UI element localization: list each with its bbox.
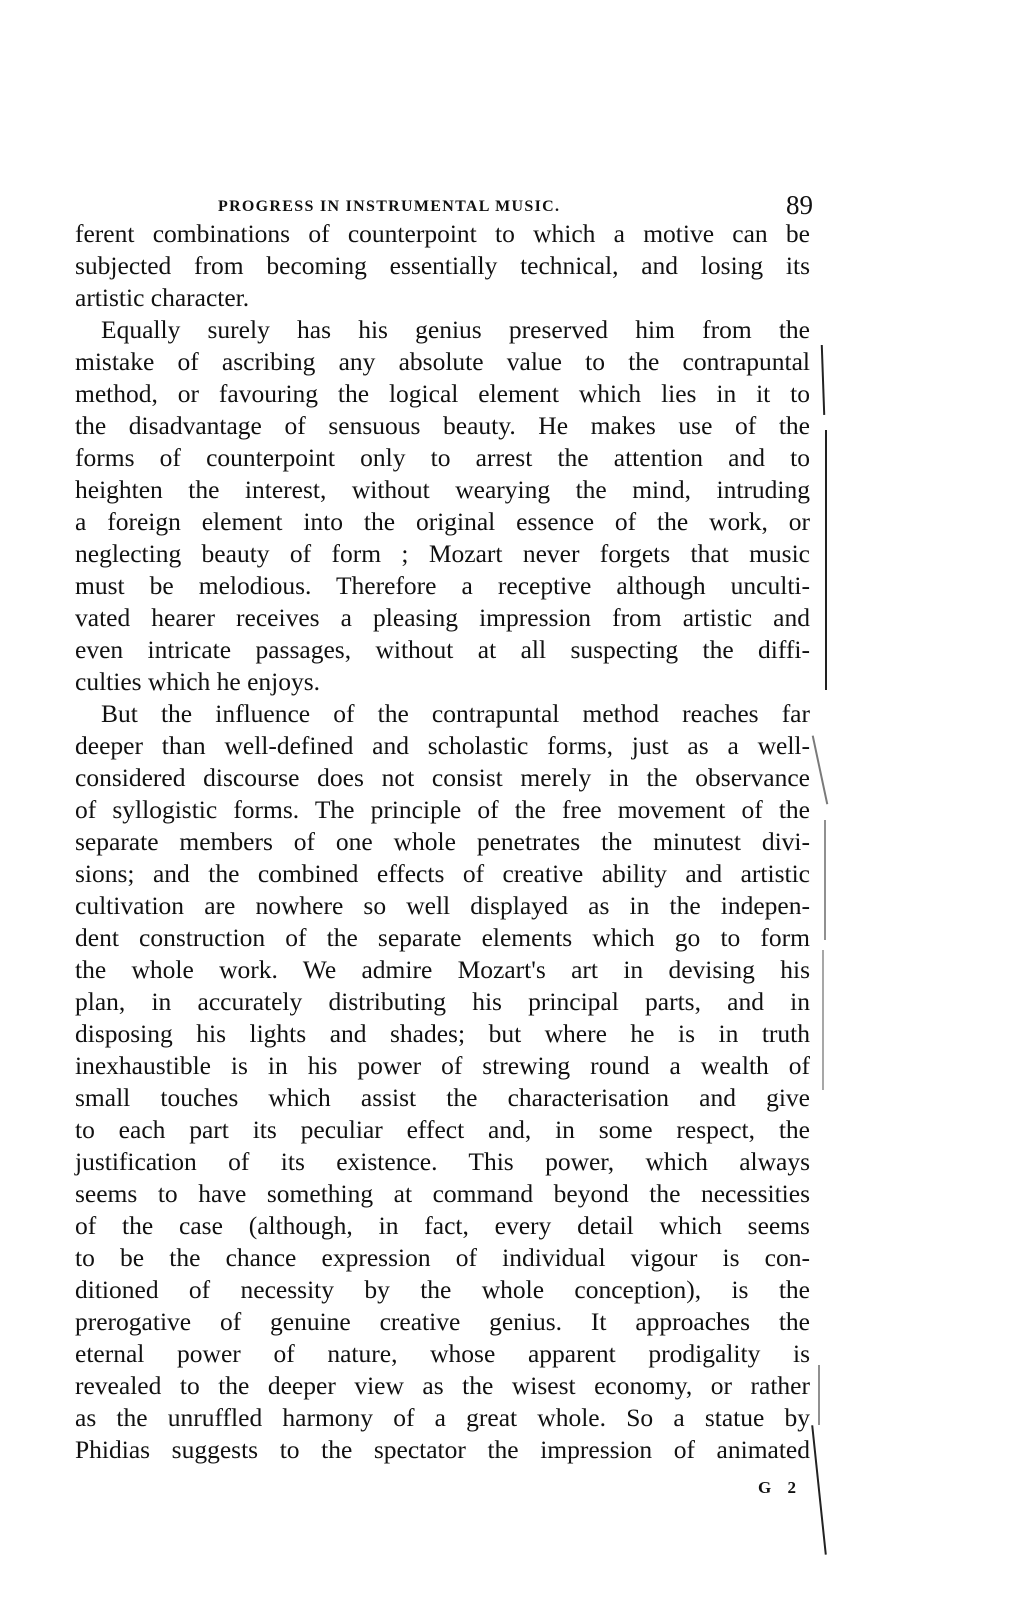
text-line: prerogative of genuine creative genius. It approaches the xyxy=(75,1307,810,1336)
text-line: ferent combinations of counterpoint to which a motive can be xyxy=(75,219,810,248)
text-line: mistake of ascribing any absolute value to the contrapuntal xyxy=(75,347,810,376)
text-line: heighten the interest, without wearying the mind, intruding xyxy=(75,475,810,504)
text-line: method, or favouring the logical element which lies in it to xyxy=(75,379,810,408)
scan-margin-line xyxy=(812,736,828,805)
text-line: the whole work. We admire Mozart's art in devising his xyxy=(75,955,810,984)
text-line: deeper than well-defined and scholastic forms, just as a well- xyxy=(75,731,810,760)
text-line: even intricate passages, without at all suspecting the diffi- xyxy=(75,635,810,664)
text-line: considered discourse does not consist merely in the observance xyxy=(75,763,810,792)
scan-margin-line xyxy=(822,950,824,1090)
text-line: dent construction of the separate elements which go to form xyxy=(75,923,810,952)
text-line: justification of its existence. This power, which always xyxy=(75,1147,810,1176)
page-number: 89 xyxy=(786,190,813,220)
text-line: small touches which assist the characterisation and give xyxy=(75,1083,810,1112)
body-text xyxy=(75,218,810,1466)
text-line: cultivation are nowhere so well displayed as in the indepen- xyxy=(75,891,810,920)
text-line: a foreign element into the original essence of the work, or xyxy=(75,507,810,536)
text-line: subjected from becoming essentially technical, and losing its xyxy=(75,251,810,280)
text-line: seems to have something at command beyond the necessities xyxy=(75,1179,810,1208)
scan-margin-line xyxy=(821,345,825,415)
running-title: PROGRESS IN INSTRUMENTAL MUSIC. xyxy=(218,198,561,215)
text-line: to each part its peculiar effect and, in some respect, the xyxy=(75,1115,810,1144)
text-line: to be the chance expression of individual vigour is con- xyxy=(75,1243,810,1272)
text-line: Equally surely has his genius preserved him from the xyxy=(101,315,810,344)
text-line: artistic character. xyxy=(75,283,250,312)
text-line: plan, in accurately distributing his principal parts, and in xyxy=(75,987,810,1016)
text-line: ditioned of necessity by the whole conception), is the xyxy=(75,1275,810,1304)
text-line: revealed to the deeper view as the wisest economy, or rather xyxy=(75,1371,810,1400)
text-line: But the influence of the contrapuntal method reaches far xyxy=(101,699,810,728)
scan-margin-line xyxy=(825,430,827,690)
text-line: inexhaustible is in his power of strewing round a wealth of xyxy=(75,1051,810,1080)
text-line: as the unruffled harmony of a great whole. So a statue by xyxy=(75,1403,810,1432)
scan-margin-line xyxy=(811,1425,826,1554)
text-line: of syllogistic forms. The principle of the free movement of the xyxy=(75,795,810,824)
text-line: eternal power of nature, whose apparent prodigality is xyxy=(75,1339,810,1368)
scan-margin-line xyxy=(818,1365,820,1425)
text-line: the disadvantage of sensuous beauty. He makes use of the xyxy=(75,411,810,440)
text-line: sions; and the combined effects of creative ability and artistic xyxy=(75,859,810,888)
text-line: neglecting beauty of form ; Mozart never forgets that music xyxy=(75,539,810,568)
printer-signature-mark: G 2 xyxy=(758,1478,802,1497)
text-line: of the case (although, in fact, every detail which seems xyxy=(75,1211,810,1240)
text-line: Phidias suggests to the spectator the impression of animated xyxy=(75,1435,810,1464)
text-line: forms of counterpoint only to arrest the attention and to xyxy=(75,443,810,472)
text-line: culties which he enjoys. xyxy=(75,667,321,696)
text-line: vated hearer receives a pleasing impression from artistic and xyxy=(75,603,810,632)
scan-margin-line xyxy=(824,820,826,940)
text-line: disposing his lights and shades; but where he is in truth xyxy=(75,1019,810,1048)
text-line: must be melodious. Therefore a receptive although unculti- xyxy=(75,571,810,600)
text-line: separate members of one whole penetrates the minutest divi- xyxy=(75,827,810,856)
